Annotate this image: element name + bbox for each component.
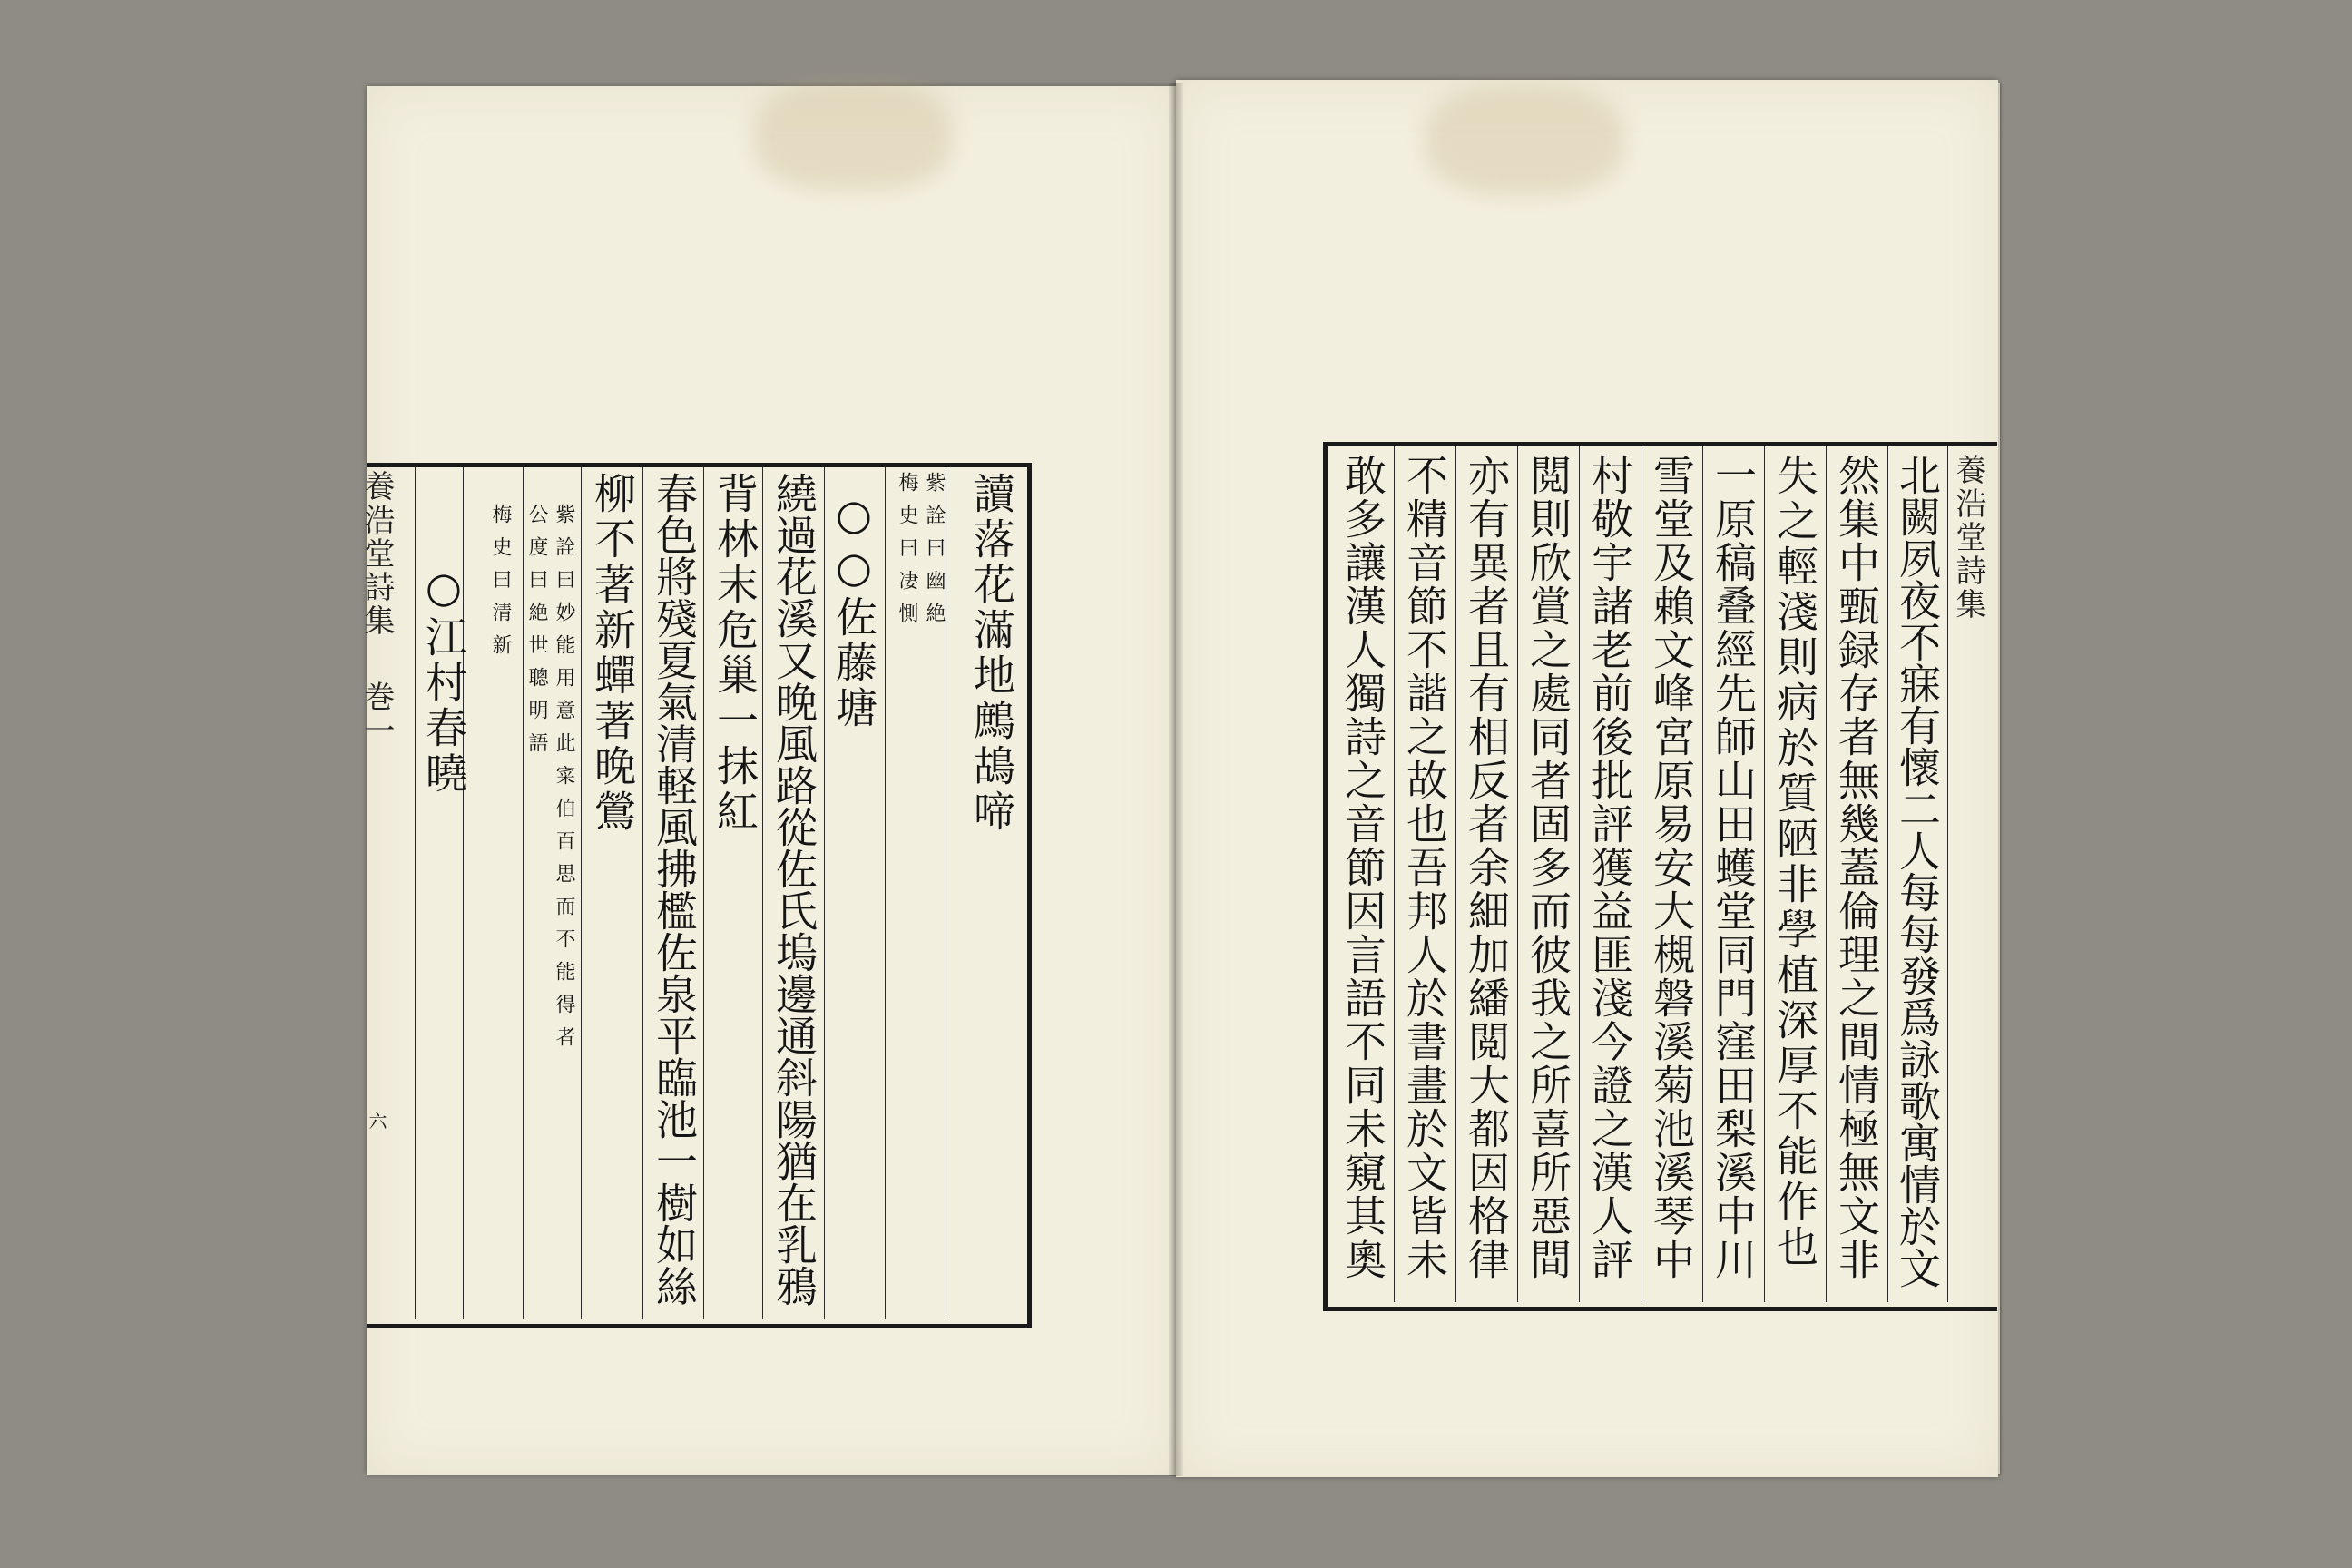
comment-column: 梅史曰清新 bbox=[489, 504, 512, 667]
column-rule bbox=[1764, 446, 1765, 1302]
column-rule bbox=[1579, 446, 1580, 1302]
column-rule bbox=[642, 467, 643, 1319]
book-gutter bbox=[1169, 83, 1183, 1476]
column-rule bbox=[1455, 446, 1456, 1302]
column-rule bbox=[703, 467, 704, 1319]
text-column: 亦有異者且有相反者余細加繙閲大都因格律 bbox=[1462, 454, 1511, 1281]
column-rule bbox=[1394, 446, 1395, 1302]
column-rule bbox=[1702, 446, 1703, 1302]
text-column: 一原稿叠經先師山田蠖堂同門窪田梨溪中川 bbox=[1709, 454, 1758, 1281]
text-column: ○○佐藤塘 bbox=[829, 490, 878, 731]
column-rule bbox=[1517, 446, 1518, 1302]
column-rule bbox=[1887, 446, 1888, 1302]
spine-title: 養浩堂詩集 bbox=[1950, 454, 1986, 622]
poem-title: ○江村春曉 bbox=[419, 563, 468, 797]
text-column: 北闕夙夜不寐有懷二人每每發爲詠歌寓情於文 bbox=[1893, 454, 1942, 1289]
column-rule bbox=[1826, 446, 1827, 1302]
column-rule bbox=[1947, 446, 1948, 1302]
comment-column: 紫詮曰幽絶 bbox=[923, 472, 946, 635]
paper-stain bbox=[753, 82, 953, 191]
column-rule bbox=[581, 467, 582, 1319]
column-rule bbox=[885, 467, 886, 1319]
page-number: 六 bbox=[366, 1112, 387, 1130]
text-column: 春色將殘夏氣清軽風拂檻佐泉平臨池一樹如絲 bbox=[650, 472, 699, 1307]
text-column: 背林末危巢一抹紅 bbox=[710, 472, 760, 835]
paper-stain bbox=[1425, 86, 1624, 195]
comment-column: 紫詮曰妙能用意此寀伯百思而不能得者 bbox=[553, 504, 575, 1059]
text-column: 繞過花溪又晚風路從佐氏塢邊通斜陽猶在乳鴉 bbox=[769, 472, 818, 1307]
column-rule bbox=[824, 467, 825, 1319]
volume-label: 巻一 bbox=[358, 681, 395, 748]
text-column: 失之輕淺則病於質陋非學植深厚不能作也 bbox=[1770, 454, 1819, 1270]
text-column: 敢多讓漢人獨詩之音節因言語不同未窺其奧 bbox=[1338, 454, 1387, 1281]
comment-column: 公度曰絶世聰明語 bbox=[525, 504, 548, 765]
comment-column: 梅史曰凄惻 bbox=[896, 472, 918, 635]
text-column: 讀落花滿地鷓鴣啼 bbox=[967, 472, 1016, 835]
text-column: 然集中甄録存者無幾蓋倫理之間情極無文非 bbox=[1832, 454, 1881, 1281]
text-column: 柳不著新蟬著晚鶯 bbox=[588, 472, 637, 835]
text-column: 不精音節不諧之故也吾邦人於書畫於文皆未 bbox=[1400, 454, 1449, 1281]
spine-title: 養浩堂詩集 bbox=[358, 470, 395, 638]
column-rule bbox=[762, 467, 763, 1319]
text-column: 村敬宇諸老前後批評獲益匪淺今證之漢人評 bbox=[1585, 454, 1634, 1281]
column-rule bbox=[523, 467, 524, 1319]
column-rule bbox=[415, 467, 416, 1319]
text-column: 閲則欣賞之處同者固多而彼我之所喜所惡間 bbox=[1524, 454, 1573, 1281]
column-rule bbox=[1641, 446, 1642, 1302]
text-column: 雪堂及賴文峰宮原易安大槻磐溪菊池溪琴中 bbox=[1647, 454, 1696, 1281]
